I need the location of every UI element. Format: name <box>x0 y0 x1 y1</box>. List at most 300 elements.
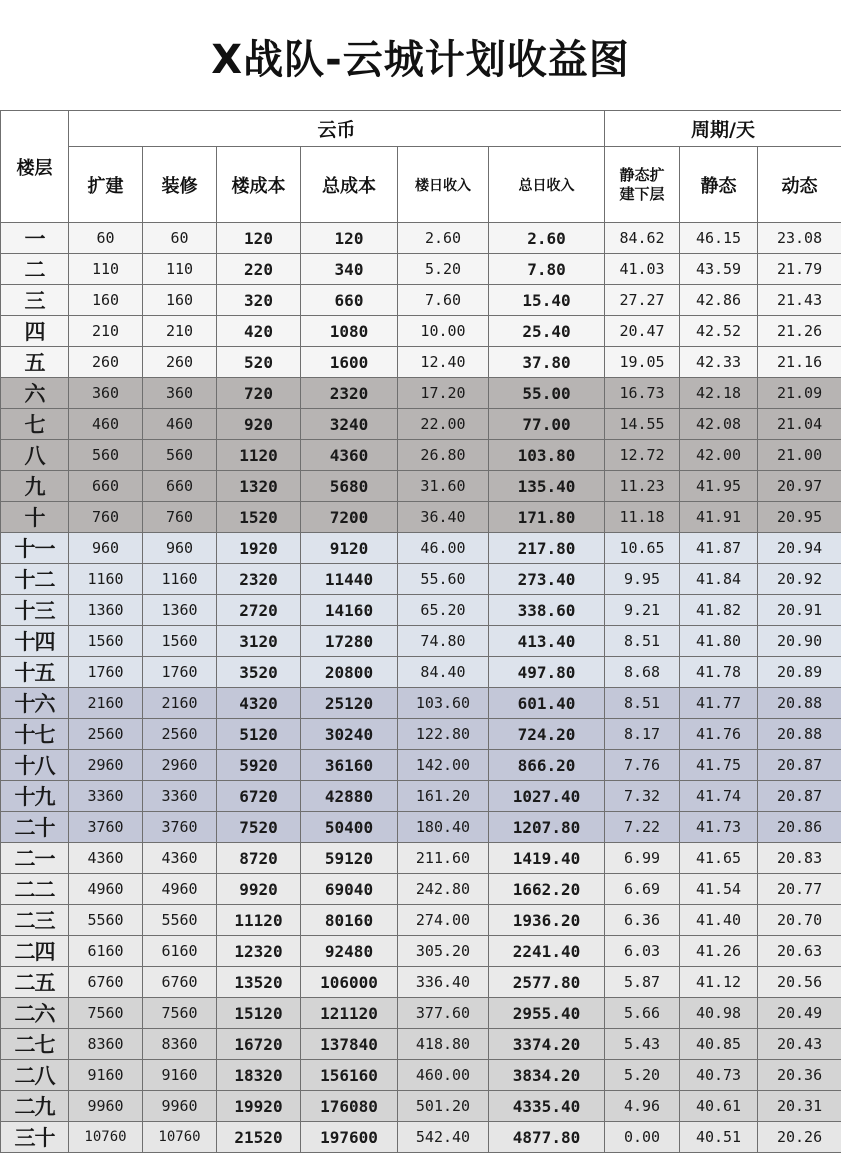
header-floor-daily-income: 楼日收入 <box>398 147 489 223</box>
cell-total-daily-income: 25.40 <box>489 316 605 347</box>
cell-dynamic: 20.92 <box>758 564 841 595</box>
cell-floor-cost: 18320 <box>217 1060 301 1091</box>
cell-static: 42.86 <box>680 285 758 316</box>
cell-decor: 7560 <box>143 998 217 1029</box>
cell-dynamic: 20.86 <box>758 812 841 843</box>
cell-total-cost: 25120 <box>301 688 398 719</box>
cell-total-cost: 59120 <box>301 843 398 874</box>
cell-floor: 四 <box>1 316 69 347</box>
cell-dynamic: 20.56 <box>758 967 841 998</box>
cell-total-cost: 1600 <box>301 347 398 378</box>
cell-floor-daily-income: 501.20 <box>398 1091 489 1122</box>
cell-total-cost: 120 <box>301 223 398 254</box>
cell-total-cost: 1080 <box>301 316 398 347</box>
cell-static-next-floor: 7.22 <box>605 812 680 843</box>
cell-static-next-floor: 8.51 <box>605 626 680 657</box>
table-row <box>1 936 841 967</box>
cell-total-cost: 69040 <box>301 874 398 905</box>
cell-static: 40.51 <box>680 1122 758 1153</box>
cell-total-daily-income: 866.20 <box>489 750 605 781</box>
cell-total-daily-income: 2241.40 <box>489 936 605 967</box>
cell-floor-daily-income: 26.80 <box>398 440 489 471</box>
table-row <box>1 595 841 626</box>
cell-static: 41.65 <box>680 843 758 874</box>
cell-floor-daily-income: 74.80 <box>398 626 489 657</box>
cell-total-daily-income: 2.60 <box>489 223 605 254</box>
cell-floor-daily-income: 305.20 <box>398 936 489 967</box>
cell-floor: 二五 <box>1 967 69 998</box>
cell-floor-cost: 920 <box>217 409 301 440</box>
cell-dynamic: 20.88 <box>758 688 841 719</box>
table-row <box>1 1060 841 1091</box>
cell-floor: 七 <box>1 409 69 440</box>
cell-total-daily-income: 77.00 <box>489 409 605 440</box>
cell-total-cost: 176080 <box>301 1091 398 1122</box>
cell-expand: 560 <box>69 440 143 471</box>
table-row <box>1 533 841 564</box>
revenue-table <box>0 110 841 1153</box>
cell-static: 41.84 <box>680 564 758 595</box>
cell-total-cost: 17280 <box>301 626 398 657</box>
table-row <box>1 874 841 905</box>
cell-floor-daily-income: 122.80 <box>398 719 489 750</box>
cell-total-daily-income: 2577.80 <box>489 967 605 998</box>
cell-floor: 二一 <box>1 843 69 874</box>
table-row <box>1 1029 841 1060</box>
cell-floor-cost: 7520 <box>217 812 301 843</box>
header-group-cycle: 周期/天 <box>605 111 841 147</box>
cell-static: 41.87 <box>680 533 758 564</box>
cell-floor-cost: 1920 <box>217 533 301 564</box>
cell-decor: 1160 <box>143 564 217 595</box>
cell-total-daily-income: 3374.20 <box>489 1029 605 1060</box>
table-row <box>1 285 841 316</box>
cell-floor-daily-income: 17.20 <box>398 378 489 409</box>
cell-floor-daily-income: 65.20 <box>398 595 489 626</box>
cell-static: 41.80 <box>680 626 758 657</box>
table-row <box>1 626 841 657</box>
table-row <box>1 812 841 843</box>
cell-floor-daily-income: 55.60 <box>398 564 489 595</box>
cell-floor: 二四 <box>1 936 69 967</box>
cell-static: 42.08 <box>680 409 758 440</box>
header-total-daily-income: 总日收入 <box>489 147 605 223</box>
cell-static: 41.82 <box>680 595 758 626</box>
cell-dynamic: 20.77 <box>758 874 841 905</box>
cell-floor: 十六 <box>1 688 69 719</box>
table-row <box>1 254 841 285</box>
cell-static-next-floor: 5.43 <box>605 1029 680 1060</box>
cell-floor-cost: 13520 <box>217 967 301 998</box>
cell-static-next-floor: 27.27 <box>605 285 680 316</box>
cell-floor-daily-income: 22.00 <box>398 409 489 440</box>
cell-total-cost: 42880 <box>301 781 398 812</box>
cell-decor: 9160 <box>143 1060 217 1091</box>
table-row <box>1 347 841 378</box>
cell-decor: 3760 <box>143 812 217 843</box>
cell-dynamic: 20.31 <box>758 1091 841 1122</box>
cell-static-next-floor: 6.99 <box>605 843 680 874</box>
cell-floor-cost: 8720 <box>217 843 301 874</box>
cell-total-cost: 80160 <box>301 905 398 936</box>
cell-floor: 十七 <box>1 719 69 750</box>
cell-total-daily-income: 3834.20 <box>489 1060 605 1091</box>
header-floor: 楼层 <box>1 111 69 223</box>
cell-static: 42.52 <box>680 316 758 347</box>
cell-floor-daily-income: 46.00 <box>398 533 489 564</box>
cell-decor: 4360 <box>143 843 217 874</box>
cell-total-cost: 30240 <box>301 719 398 750</box>
cell-static: 41.75 <box>680 750 758 781</box>
table-row <box>1 719 841 750</box>
cell-total-cost: 3240 <box>301 409 398 440</box>
cell-total-cost: 14160 <box>301 595 398 626</box>
cell-floor-cost: 3520 <box>217 657 301 688</box>
header-total-cost: 总成本 <box>301 147 398 223</box>
cell-decor: 60 <box>143 223 217 254</box>
cell-total-cost: 20800 <box>301 657 398 688</box>
cell-floor-cost: 4320 <box>217 688 301 719</box>
cell-decor: 6160 <box>143 936 217 967</box>
cell-static: 41.40 <box>680 905 758 936</box>
cell-static: 41.95 <box>680 471 758 502</box>
cell-decor: 2160 <box>143 688 217 719</box>
table-row <box>1 502 841 533</box>
cell-floor: 十二 <box>1 564 69 595</box>
cell-dynamic: 21.09 <box>758 378 841 409</box>
cell-static-next-floor: 6.36 <box>605 905 680 936</box>
cell-expand: 4360 <box>69 843 143 874</box>
cell-total-daily-income: 724.20 <box>489 719 605 750</box>
cell-floor-daily-income: 418.80 <box>398 1029 489 1060</box>
table-body <box>1 223 841 1153</box>
cell-floor: 二二 <box>1 874 69 905</box>
cell-floor-cost: 2720 <box>217 595 301 626</box>
cell-static: 41.26 <box>680 936 758 967</box>
cell-floor-daily-income: 5.20 <box>398 254 489 285</box>
cell-static: 41.78 <box>680 657 758 688</box>
cell-floor: 八 <box>1 440 69 471</box>
header-expand: 扩建 <box>69 147 143 223</box>
cell-total-daily-income: 1419.40 <box>489 843 605 874</box>
cell-expand: 2560 <box>69 719 143 750</box>
cell-floor-cost: 12320 <box>217 936 301 967</box>
cell-dynamic: 20.49 <box>758 998 841 1029</box>
cell-floor: 五 <box>1 347 69 378</box>
cell-static-next-floor: 16.73 <box>605 378 680 409</box>
cell-static-next-floor: 41.03 <box>605 254 680 285</box>
cell-total-daily-income: 217.80 <box>489 533 605 564</box>
cell-static-next-floor: 8.68 <box>605 657 680 688</box>
cell-floor-daily-income: 274.00 <box>398 905 489 936</box>
cell-expand: 9160 <box>69 1060 143 1091</box>
cell-static: 46.15 <box>680 223 758 254</box>
header-group-coin: 云币 <box>69 111 605 147</box>
cell-decor: 8360 <box>143 1029 217 1060</box>
cell-static: 41.77 <box>680 688 758 719</box>
cell-static-next-floor: 84.62 <box>605 223 680 254</box>
cell-static-next-floor: 8.17 <box>605 719 680 750</box>
cell-dynamic: 20.88 <box>758 719 841 750</box>
cell-expand: 3360 <box>69 781 143 812</box>
cell-floor-cost: 1320 <box>217 471 301 502</box>
cell-static: 40.73 <box>680 1060 758 1091</box>
cell-decor: 2960 <box>143 750 217 781</box>
cell-decor: 260 <box>143 347 217 378</box>
cell-total-cost: 660 <box>301 285 398 316</box>
cell-decor: 1360 <box>143 595 217 626</box>
cell-floor-daily-income: 242.80 <box>398 874 489 905</box>
cell-dynamic: 20.90 <box>758 626 841 657</box>
cell-total-daily-income: 171.80 <box>489 502 605 533</box>
cell-floor-daily-income: 12.40 <box>398 347 489 378</box>
cell-static-next-floor: 9.95 <box>605 564 680 595</box>
table-row <box>1 843 841 874</box>
table-row <box>1 409 841 440</box>
cell-static-next-floor: 4.96 <box>605 1091 680 1122</box>
cell-static: 40.85 <box>680 1029 758 1060</box>
cell-floor-daily-income: 103.60 <box>398 688 489 719</box>
cell-total-cost: 4360 <box>301 440 398 471</box>
cell-floor-daily-income: 542.40 <box>398 1122 489 1153</box>
cell-floor-cost: 5920 <box>217 750 301 781</box>
cell-static: 42.00 <box>680 440 758 471</box>
header-dynamic: 动态 <box>758 147 841 223</box>
cell-floor-cost: 2320 <box>217 564 301 595</box>
cell-dynamic: 20.91 <box>758 595 841 626</box>
cell-floor: 二七 <box>1 1029 69 1060</box>
cell-expand: 2160 <box>69 688 143 719</box>
cell-floor-cost: 19920 <box>217 1091 301 1122</box>
cell-dynamic: 20.97 <box>758 471 841 502</box>
cell-total-daily-income: 135.40 <box>489 471 605 502</box>
cell-floor: 三 <box>1 285 69 316</box>
cell-decor: 10760 <box>143 1122 217 1153</box>
cell-dynamic: 20.26 <box>758 1122 841 1153</box>
cell-floor: 十三 <box>1 595 69 626</box>
cell-total-cost: 9120 <box>301 533 398 564</box>
cell-decor: 9960 <box>143 1091 217 1122</box>
cell-dynamic: 21.26 <box>758 316 841 347</box>
cell-static-next-floor: 19.05 <box>605 347 680 378</box>
cell-floor-cost: 15120 <box>217 998 301 1029</box>
cell-total-cost: 11440 <box>301 564 398 595</box>
cell-floor-cost: 420 <box>217 316 301 347</box>
table-row <box>1 688 841 719</box>
cell-dynamic: 20.63 <box>758 936 841 967</box>
table-row <box>1 378 841 409</box>
cell-static-next-floor: 0.00 <box>605 1122 680 1153</box>
cell-static: 40.98 <box>680 998 758 1029</box>
cell-floor: 二十 <box>1 812 69 843</box>
cell-floor-daily-income: 180.40 <box>398 812 489 843</box>
cell-total-cost: 156160 <box>301 1060 398 1091</box>
cell-floor-cost: 720 <box>217 378 301 409</box>
cell-decor: 960 <box>143 533 217 564</box>
cell-total-cost: 106000 <box>301 967 398 998</box>
table-row <box>1 471 841 502</box>
cell-static-next-floor: 8.51 <box>605 688 680 719</box>
cell-dynamic: 21.00 <box>758 440 841 471</box>
cell-floor: 二八 <box>1 1060 69 1091</box>
cell-total-cost: 340 <box>301 254 398 285</box>
cell-dynamic: 23.08 <box>758 223 841 254</box>
cell-expand: 160 <box>69 285 143 316</box>
cell-floor-cost: 11120 <box>217 905 301 936</box>
cell-static-next-floor: 11.23 <box>605 471 680 502</box>
table-row <box>1 440 841 471</box>
cell-floor: 二九 <box>1 1091 69 1122</box>
cell-floor: 二六 <box>1 998 69 1029</box>
cell-floor-daily-income: 84.40 <box>398 657 489 688</box>
cell-static-next-floor: 6.03 <box>605 936 680 967</box>
cell-total-cost: 121120 <box>301 998 398 1029</box>
header-static-next-floor: 静态扩 建下层 <box>605 147 680 223</box>
cell-expand: 6160 <box>69 936 143 967</box>
cell-floor-cost: 6720 <box>217 781 301 812</box>
cell-dynamic: 20.43 <box>758 1029 841 1060</box>
cell-static: 41.91 <box>680 502 758 533</box>
cell-dynamic: 20.94 <box>758 533 841 564</box>
cell-floor-daily-income: 336.40 <box>398 967 489 998</box>
table-row <box>1 316 841 347</box>
cell-decor: 2560 <box>143 719 217 750</box>
header-static: 静态 <box>680 147 758 223</box>
cell-decor: 160 <box>143 285 217 316</box>
cell-decor: 360 <box>143 378 217 409</box>
cell-total-cost: 50400 <box>301 812 398 843</box>
cell-decor: 560 <box>143 440 217 471</box>
cell-expand: 360 <box>69 378 143 409</box>
cell-floor-cost: 320 <box>217 285 301 316</box>
cell-floor-daily-income: 10.00 <box>398 316 489 347</box>
cell-total-daily-income: 497.80 <box>489 657 605 688</box>
cell-total-daily-income: 601.40 <box>489 688 605 719</box>
cell-static-next-floor: 5.87 <box>605 967 680 998</box>
cell-total-daily-income: 103.80 <box>489 440 605 471</box>
table-row <box>1 781 841 812</box>
cell-total-daily-income: 4877.80 <box>489 1122 605 1153</box>
cell-floor-daily-income: 31.60 <box>398 471 489 502</box>
cell-floor-cost: 5120 <box>217 719 301 750</box>
cell-decor: 1560 <box>143 626 217 657</box>
cell-total-daily-income: 413.40 <box>489 626 605 657</box>
cell-expand: 260 <box>69 347 143 378</box>
cell-decor: 460 <box>143 409 217 440</box>
cell-dynamic: 21.16 <box>758 347 841 378</box>
cell-static: 40.61 <box>680 1091 758 1122</box>
cell-static-next-floor: 10.65 <box>605 533 680 564</box>
cell-floor-daily-income: 161.20 <box>398 781 489 812</box>
cell-floor: 十八 <box>1 750 69 781</box>
cell-floor-cost: 520 <box>217 347 301 378</box>
cell-total-cost: 197600 <box>301 1122 398 1153</box>
cell-floor-cost: 3120 <box>217 626 301 657</box>
cell-total-daily-income: 1027.40 <box>489 781 605 812</box>
cell-static: 42.18 <box>680 378 758 409</box>
cell-floor-daily-income: 377.60 <box>398 998 489 1029</box>
cell-static-next-floor: 5.66 <box>605 998 680 1029</box>
cell-floor: 六 <box>1 378 69 409</box>
cell-floor-cost: 120 <box>217 223 301 254</box>
cell-total-daily-income: 15.40 <box>489 285 605 316</box>
cell-expand: 60 <box>69 223 143 254</box>
cell-dynamic: 21.43 <box>758 285 841 316</box>
cell-expand: 7560 <box>69 998 143 1029</box>
cell-total-daily-income: 1936.20 <box>489 905 605 936</box>
cell-floor-daily-income: 460.00 <box>398 1060 489 1091</box>
table-row <box>1 1091 841 1122</box>
cell-static: 41.74 <box>680 781 758 812</box>
cell-floor: 十九 <box>1 781 69 812</box>
cell-decor: 1760 <box>143 657 217 688</box>
cell-static-next-floor: 14.55 <box>605 409 680 440</box>
cell-static-next-floor: 7.32 <box>605 781 680 812</box>
cell-dynamic: 20.83 <box>758 843 841 874</box>
cell-expand: 9960 <box>69 1091 143 1122</box>
cell-expand: 2960 <box>69 750 143 781</box>
cell-static: 41.12 <box>680 967 758 998</box>
cell-decor: 3360 <box>143 781 217 812</box>
cell-decor: 6760 <box>143 967 217 998</box>
cell-floor-cost: 1520 <box>217 502 301 533</box>
cell-total-daily-income: 273.40 <box>489 564 605 595</box>
cell-total-daily-income: 1207.80 <box>489 812 605 843</box>
cell-total-daily-income: 4335.40 <box>489 1091 605 1122</box>
cell-static: 41.73 <box>680 812 758 843</box>
cell-floor-cost: 9920 <box>217 874 301 905</box>
cell-total-cost: 36160 <box>301 750 398 781</box>
table-row <box>1 1122 841 1153</box>
table-row <box>1 750 841 781</box>
cell-expand: 6760 <box>69 967 143 998</box>
cell-static: 41.76 <box>680 719 758 750</box>
table-row <box>1 223 841 254</box>
cell-expand: 3760 <box>69 812 143 843</box>
cell-decor: 210 <box>143 316 217 347</box>
cell-floor-cost: 16720 <box>217 1029 301 1060</box>
header-floor-cost: 楼成本 <box>217 147 301 223</box>
cell-static-next-floor: 6.69 <box>605 874 680 905</box>
cell-floor: 二三 <box>1 905 69 936</box>
cell-static-next-floor: 7.76 <box>605 750 680 781</box>
cell-floor-cost: 1120 <box>217 440 301 471</box>
cell-dynamic: 20.36 <box>758 1060 841 1091</box>
cell-decor: 660 <box>143 471 217 502</box>
cell-floor-daily-income: 211.60 <box>398 843 489 874</box>
cell-decor: 760 <box>143 502 217 533</box>
cell-static: 43.59 <box>680 254 758 285</box>
cell-expand: 4960 <box>69 874 143 905</box>
cell-dynamic: 21.04 <box>758 409 841 440</box>
table-row <box>1 657 841 688</box>
cell-total-cost: 137840 <box>301 1029 398 1060</box>
cell-floor-cost: 220 <box>217 254 301 285</box>
cell-static-next-floor: 11.18 <box>605 502 680 533</box>
cell-floor-daily-income: 2.60 <box>398 223 489 254</box>
page-title: X战队-云城计划收益图 <box>0 30 841 90</box>
cell-floor: 二 <box>1 254 69 285</box>
cell-dynamic: 20.89 <box>758 657 841 688</box>
cell-dynamic: 20.95 <box>758 502 841 533</box>
table-row <box>1 905 841 936</box>
cell-static: 41.54 <box>680 874 758 905</box>
cell-expand: 660 <box>69 471 143 502</box>
cell-floor: 十一 <box>1 533 69 564</box>
cell-floor-cost: 21520 <box>217 1122 301 1153</box>
cell-dynamic: 20.87 <box>758 750 841 781</box>
cell-floor: 一 <box>1 223 69 254</box>
